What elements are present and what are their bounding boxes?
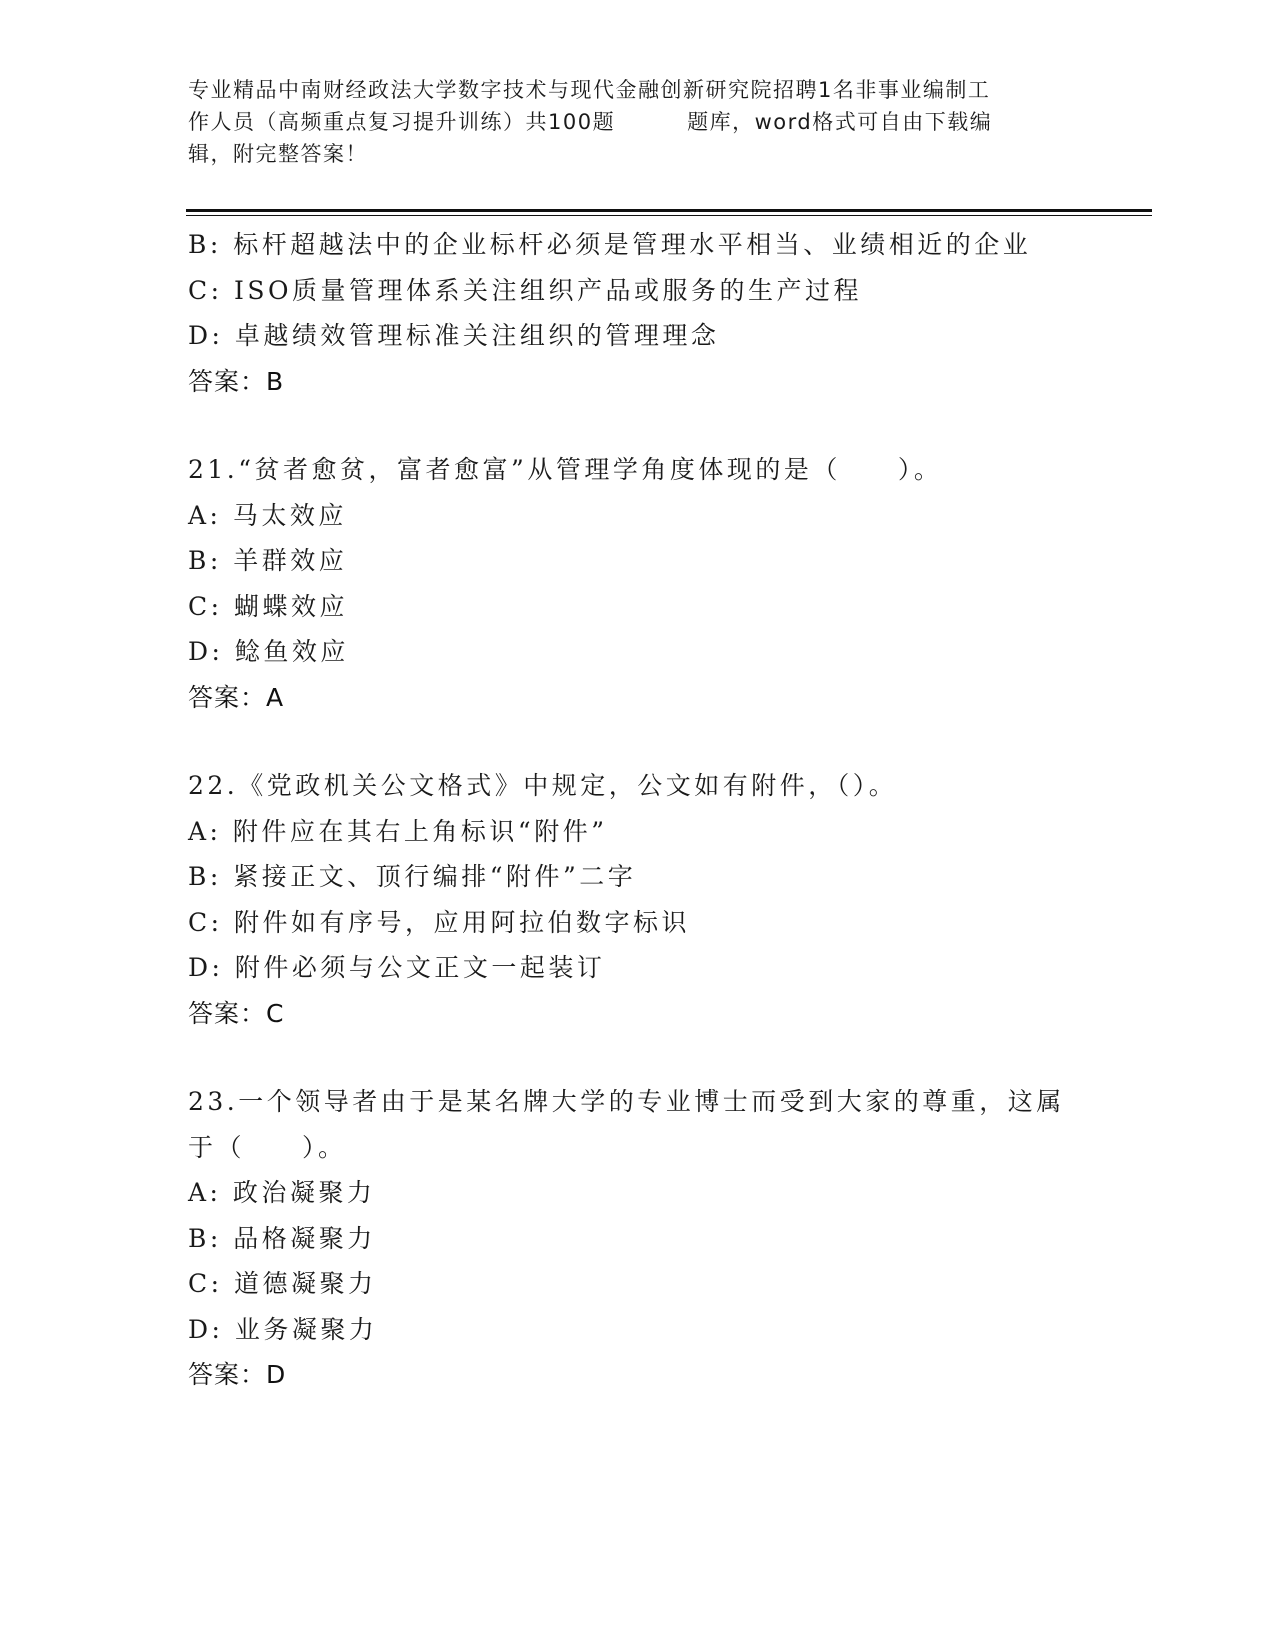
question-21-option-b: B: 羊群效应 — [188, 546, 348, 575]
question-22-stem: 22.《党政机关公文格式》中规定，公文如有附件，（）。 — [188, 771, 898, 800]
header-line-3: 辑，附完整答案！ — [188, 142, 368, 166]
question-23-answer: 答案：D — [188, 1360, 287, 1389]
question-23 — [188, 1079, 1148, 1398]
question-21-stem: 21.“贫者愈贫，富者愈富”从管理学角度体现的是（ ）。 — [188, 455, 943, 484]
question-22-option-b: B: 紧接正文、顶行编排“附件”二字 — [188, 862, 637, 891]
header-rule-thin — [186, 215, 1152, 216]
question-22 — [188, 763, 1148, 1036]
question-21-option-c: C: 蝴蝶效应 — [188, 591, 348, 621]
header-line-2-part-a: 作人员（高频重点复习提升训练）共100题 — [188, 110, 616, 134]
question-23-option-c: C: 道德凝聚力 — [188, 1269, 377, 1298]
question-20-option-c: C: ISO质量管理体系关注组织产品或服务的生产过程 — [188, 275, 862, 305]
question-20-option-b: B: 标杆超越法中的企业标杆必须是管理水平相当、业绩相近的企业 — [188, 230, 1032, 259]
question-20-option-d: D: 卓越绩效管理标准关注组织的管理理念 — [188, 321, 720, 350]
question-23-stem-line-2: 于（ ）。 — [188, 1132, 347, 1162]
question-21-option-a: A: 马太效应 — [188, 500, 347, 530]
question-22-option-d: D: 附件必须与公文正文一起装订 — [188, 953, 606, 982]
question-list — [188, 222, 1148, 1398]
question-23-option-a: A: 政治凝聚力 — [188, 1178, 376, 1207]
header-line-1: 专业精品中南财经政法大学数字技术与现代金融创新研究院招聘1名非事业编制工 — [188, 78, 991, 102]
question-20 — [188, 222, 1148, 404]
header-rule-thick — [186, 209, 1152, 212]
header-line-2-part-b: 题库，word格式可自由下载编 — [687, 110, 993, 134]
question-22-option-a: A: 附件应在其右上角标识“附件” — [188, 816, 608, 846]
question-22-answer: 答案：C — [188, 998, 285, 1028]
document-header — [188, 74, 1088, 170]
question-20-answer: 答案：B — [188, 366, 285, 396]
question-23-stem-line-1: 23.一个领导者由于是某名牌大学的专业博士而受到大家的尊重，这属 — [188, 1087, 1065, 1116]
question-23-option-b: B: 品格凝聚力 — [188, 1223, 376, 1253]
question-21 — [188, 447, 1148, 720]
header-line-2 — [188, 106, 1088, 138]
question-23-option-d: D: 业务凝聚力 — [188, 1314, 378, 1344]
question-21-answer: 答案：A — [188, 682, 285, 712]
question-21-option-d: D: 鲶鱼效应 — [188, 637, 349, 666]
question-22-option-c: C: 附件如有序号，应用阿拉伯数字标识 — [188, 907, 690, 937]
